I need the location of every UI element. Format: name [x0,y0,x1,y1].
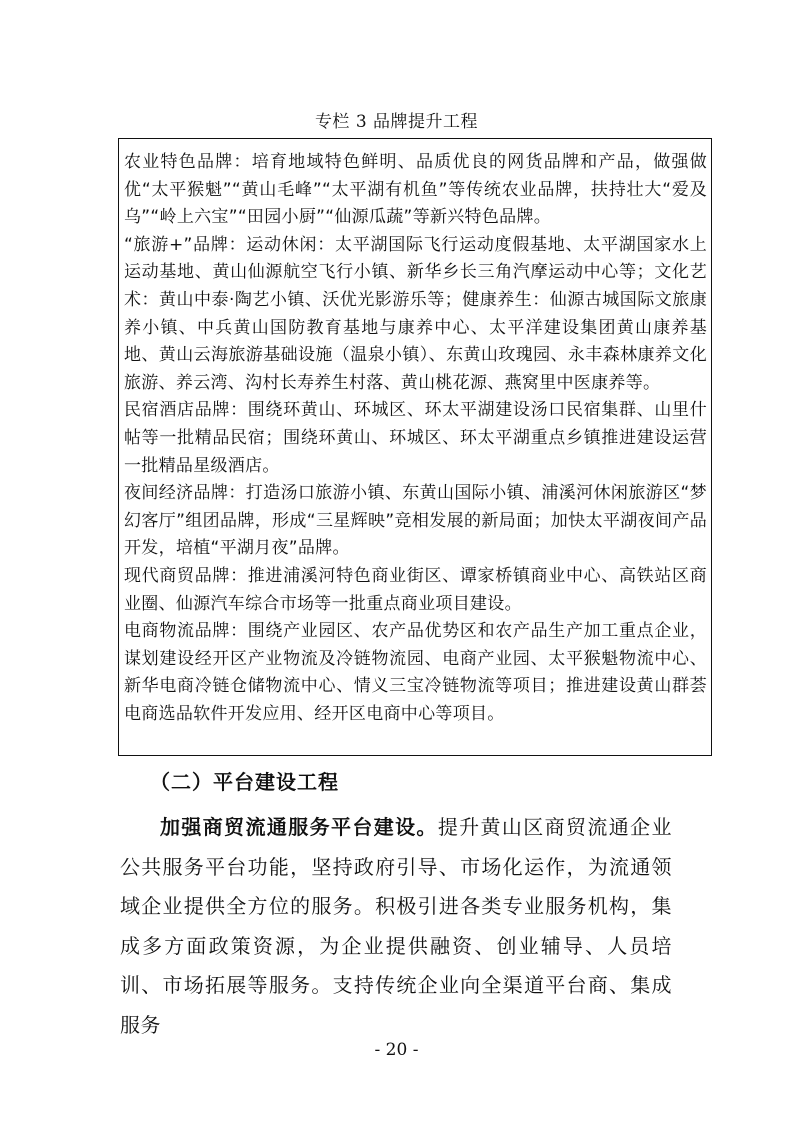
column-title: 专栏 3 品牌提升工程 [314,112,479,132]
paragraph-body-text: 提升黄山区商贸流通企业公共服务平台功能，坚持政府引导、市场化运作，为流通领域企业提供全方位的服务。积极引进各类专业服务机构，集成多方面政策资源，为企业提供融资、创业辅导、人员培训、市场拓展等服务。支持传统企业向全渠道平台商、集成服务 [120,815,673,1037]
section-body-paragraph [120,808,672,1046]
agricultural-brand-paragraph: 农业特色品牌：培育地域特色鲜明、品质优良的网货品牌和产品，做强做优“太平猴魁”“黄山毛峰”“太平湖有机鱼”等传统农业品牌，扶持壮大“爱及乌”“岭上六宝”“田园小厨”“仙源瓜蔬”等新兴特色品牌。 [124,152,707,228]
ecommerce-logistics-brand-paragraph: 电商物流品牌：围绕产业园区、农产品优势区和农产品生产加工重点企业，谋划建设经开区产业物流及冷链物流园、电商产业园、太平猴魁物流中心、新华电商冷链仓储物流中心、情义三宝冷链物流等项目；推进建设黄山群荟电商选品软件开发应用、经开区电商中心等项目。 [124,621,707,724]
section-heading: （二）平台建设工程 [150,770,339,794]
tourism-plus-brand-paragraph: “旅游+”品牌：运动休闲：太平湖国际飞行运动度假基地、太平湖国家水上运动基地、黄山仙源航空飞行小镇、新华乡长三角汽摩运动中心等；文化艺术：黄山中泰·陶艺小镇、沃优光影游乐等；健康养生：仙源古城国际文旅康养小镇、中兵黄山国防教育基地与康养中心、太平洋建设集团黄山康养基地、黄山云海旅游基础设施（温泉小镇）、东黄山玫瑰园、永丰森林康养文化旅游、养云湾、沟村长寿养生村落、黄山桃花源、燕窝里中医康养等。 [124,234,707,393]
page-number: - 20 - [374,1040,419,1060]
paragraph-lead-sentence: 加强商贸流通服务平台建设。 [160,815,438,839]
night-economy-brand-paragraph: 夜间经济品牌：打造汤口旅游小镇、东黄山国际小镇、浦溪河休闲旅游区“梦幻客厅”组团品牌，形成“三星辉映”竞相发展的新局面；加快太平湖夜间产品开发，培植“平湖月夜”品牌。 [124,483,707,559]
modern-commerce-brand-paragraph: 现代商贸品牌：推进浦溪河特色商业街区、谭家桥镇商业中心、高铁站区商业圈、仙源汽车综合市场等一批重点商业项目建设。 [124,565,707,614]
brand-upgrade-column-box [118,138,712,756]
homestay-hotel-brand-paragraph: 民宿酒店品牌：围绕环黄山、环城区、环太平湖建设汤口民宿集群、山里什帖等一批精品民宿；围绕环黄山、环城区、环太平湖重点乡镇推进建设运营一批精品星级酒店。 [124,400,707,476]
